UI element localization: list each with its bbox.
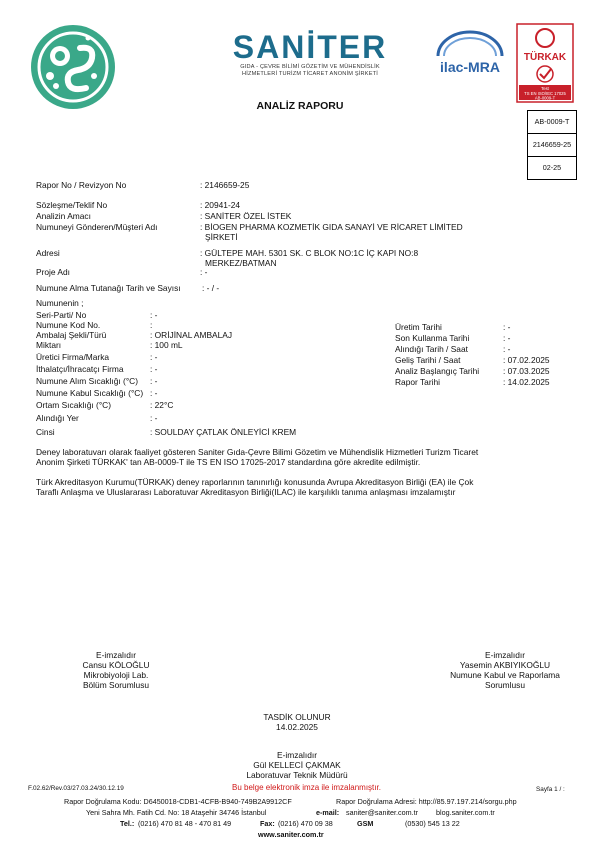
prod-date-value: : - (503, 322, 511, 332)
recognition-paragraph (36, 477, 556, 497)
address-value-cont: MERKEZ/BATMAN (205, 258, 277, 268)
svg-text:TS EN ISO/IEC 17025: TS EN ISO/IEC 17025 (524, 91, 566, 96)
company-address: Yeni Sahra Mh. Fatih Cd. No: 18 Ataşehir 34746 İstanbul (86, 808, 267, 817)
importer-value: : - (150, 364, 158, 374)
signature-left-role: Bölüm Sorumlusu (82, 680, 150, 690)
report-no-value: : 2146659-25 (200, 180, 250, 190)
minutes-value: : - / - (202, 283, 220, 293)
address-label: Adresi (36, 248, 60, 258)
signature-left-dept: Mikrobiyoloji Lab. (83, 670, 149, 680)
importer-label: İthalatçı/İhracatçı Firma (36, 364, 124, 374)
signature-bottom (217, 750, 377, 780)
page-indicator: Sayfa 1 / : (536, 786, 565, 793)
producer-value: : - (150, 352, 158, 362)
report-date-value: : 14.02.2025 (503, 377, 550, 387)
arrival-label: Geliş Tarihi / Saat (395, 355, 461, 365)
gsm-value: (0530) 545 13 22 (405, 819, 460, 828)
place-value: : - (150, 413, 158, 423)
brand-name: SANİTER (232, 29, 388, 65)
signature-right-role: Sorumlusu (484, 680, 526, 690)
taken-date-label: Alındığı Tarih / Saat (395, 344, 468, 354)
form-code: F.02.62/Rev.03/27.03.24/30.12.19 (28, 785, 124, 792)
report-no-label: Rapor No / Revizyon No (36, 180, 127, 190)
code-value: : (150, 320, 153, 330)
taken-date-value: : - (503, 344, 511, 354)
expiry-value: : - (503, 333, 511, 343)
accreditation-paragraph (36, 447, 556, 467)
report-number: 2146659-25 (528, 134, 576, 157)
blog-link[interactable]: blog.saniter.com.tr (436, 808, 495, 817)
arrival-value: : 07.02.2025 (503, 355, 550, 365)
ambient-label: Ortam Sıcaklığı (°C) (36, 400, 112, 410)
sample-of-label: Numunenin ; (36, 298, 84, 308)
analysis-start-label: Analiz Başlangıç Tarihi (395, 366, 480, 376)
sender-value-cont: ŞİRKETİ (205, 232, 238, 242)
approval-title: TASDİK OLUNUR (263, 712, 331, 722)
sender-value: : BİOGEN PHARMA KOZMETİK GIDA SANAYİ VE RİCARET LİMİTED (200, 222, 463, 232)
website-link[interactable]: www.saniter.com.tr (258, 830, 324, 839)
approval-date: 14.02.2025 (276, 722, 318, 732)
approval-block (237, 712, 357, 732)
amount-value: : 100 mL (150, 340, 183, 350)
turkak-accreditation-logo (515, 22, 575, 104)
packing-label: Ambalaj Şekli/Türü (36, 330, 107, 340)
code-label: Numune Kod No. (36, 320, 101, 330)
brand-subtitle-2: HİZMETLERİ TURİZM TİCARET ANONİM ŞİRKETİ (241, 71, 379, 77)
contract-value: : 20941-24 (200, 200, 241, 210)
fax-value: (0216) 470 09 38 (278, 819, 333, 828)
accreditation-line-1: Deney laboratuvarı olarak faaliyet gösteren Saniter Gıda-Çevre Bilimi Gözetim ve Mühendislik Hizmetleri Turizm Ticaret (36, 447, 479, 457)
report-period: 02-25 (542, 163, 562, 172)
place-label: Alındığı Yer (36, 413, 79, 423)
signature-left-name: Cansu KÖLOĞLU (82, 660, 150, 670)
contract-label: Sözleşme/Teklif No (36, 200, 108, 210)
kind-value: : SOULDAY ÇATLAK ÖNLEYİCİ KREM (150, 427, 297, 437)
signature-bottom-role: Laboratuvar Teknik Müdürü (246, 770, 348, 780)
verify-code: Rapor Doğrulama Kodu: D6450018-CDB1-4CFB-B940-749B2A9912CF (64, 797, 292, 806)
svg-text:Test: Test (541, 86, 549, 91)
producer-label: Üretici Firma/Marka (36, 352, 110, 362)
ambient-value: : 22°C (150, 400, 174, 410)
ilac-mra-logo (430, 26, 510, 86)
take-temp-value: : - (150, 376, 158, 386)
fax-label: Fax: (260, 819, 275, 828)
svg-text:ilac-MRA: ilac-MRA (440, 59, 500, 75)
e-sign-note: Bu belge elektronik imza ile imzalanmıştır. (232, 783, 381, 792)
kind-label: Cinsi (36, 427, 55, 437)
brand-subtitle-1: GIDA - ÇEVRE BİLİMİ GÖZETİM VE MÜHENDİSLİK (240, 64, 380, 70)
reference-box (527, 110, 577, 180)
gsm-label: GSM (357, 819, 374, 828)
accept-temp-label: Numune Kabul Sıcaklığı (°C) (36, 388, 144, 398)
report-date-label: Rapor Tarihi (395, 377, 440, 387)
svg-text:AB-0009-T: AB-0009-T (534, 95, 556, 101)
packing-value: : ORİJİNAL AMBALAJ (150, 330, 233, 340)
signature-right (440, 650, 570, 690)
brand-header (200, 30, 420, 78)
signature-right-name: Yasemin AKBIYIKOĞLU (459, 660, 551, 670)
recognition-line-2: Taraflı Anlaşma ve Uluslararası Laboratuvar Akreditasyon Birliği(ILAC) ile karşılıklı tanıma anlaşması imzalamıştır (36, 487, 456, 497)
accreditation-line-2: Anonim Şirketi TÜRKAK' tan AB-0009-T ile TS EN ISO 17025-2017 standardına göre akredite edilmiştir. (36, 457, 421, 467)
recognition-line-1: Türk Akreditasyon Kurumu(TÜRKAK) deney raporlarının tanınırlığı konusunda Avrupa Akreditasyon Birliği (EA) ile Çok (36, 477, 474, 487)
amount-label: Miktarı (36, 340, 62, 350)
project-value: : - (200, 267, 208, 277)
signature-right-status: E-imzalıdır (484, 650, 526, 660)
verify-address: Rapor Doğrulama Adresi: http://85.97.197.214/sorgu.php (336, 797, 517, 806)
purpose-value: : SANİTER ÖZEL İSTEK (200, 211, 292, 221)
address-value: : GÜLTEPE MAH. 5301 SK. C BLOK NO:1C İÇ KAPI NO:8 (200, 248, 419, 258)
signature-right-dept: Numune Kabul ve Raporlama (450, 670, 560, 680)
accept-temp-value: : - (150, 388, 158, 398)
minutes-label: Numune Alma Tutanağı Tarih ve Sayısı (36, 283, 181, 293)
purpose-label: Analizin Amacı (36, 211, 91, 221)
saniter-emblem-logo (30, 24, 116, 110)
email-label: e-mail: (316, 808, 340, 817)
signature-bottom-name: Gül KELLECİ ÇAKMAK (253, 760, 341, 770)
report-title: ANALİZ RAPORU (256, 100, 344, 112)
analysis-start-value: : 07.03.2025 (503, 366, 550, 376)
email-link[interactable]: saniter@saniter.com.tr (346, 808, 419, 817)
serial-value: : - (150, 310, 158, 320)
project-label: Proje Adı (36, 267, 70, 277)
sender-label: Numuneyi Gönderen/Müşteri Adı (36, 222, 158, 232)
signature-left-status: E-imzalıdır (95, 650, 137, 660)
signature-bottom-status: E-imzalıdır (276, 750, 318, 760)
signature-left (56, 650, 176, 690)
take-temp-label: Numune Alım Sıcaklığı (°C) (36, 376, 139, 386)
tel-value: (0216) 470 81 48 - 470 81 49 (138, 819, 232, 828)
accreditation-no: AB-0009-T (528, 111, 576, 134)
serial-label: Seri-Parti/ No (36, 310, 87, 320)
expiry-label: Son Kullanma Tarihi (395, 333, 470, 343)
tel-label: Tel.: (120, 819, 135, 828)
prod-date-label: Üretim Tarihi (395, 322, 442, 332)
svg-text:TÜRKAK: TÜRKAK (523, 52, 567, 63)
